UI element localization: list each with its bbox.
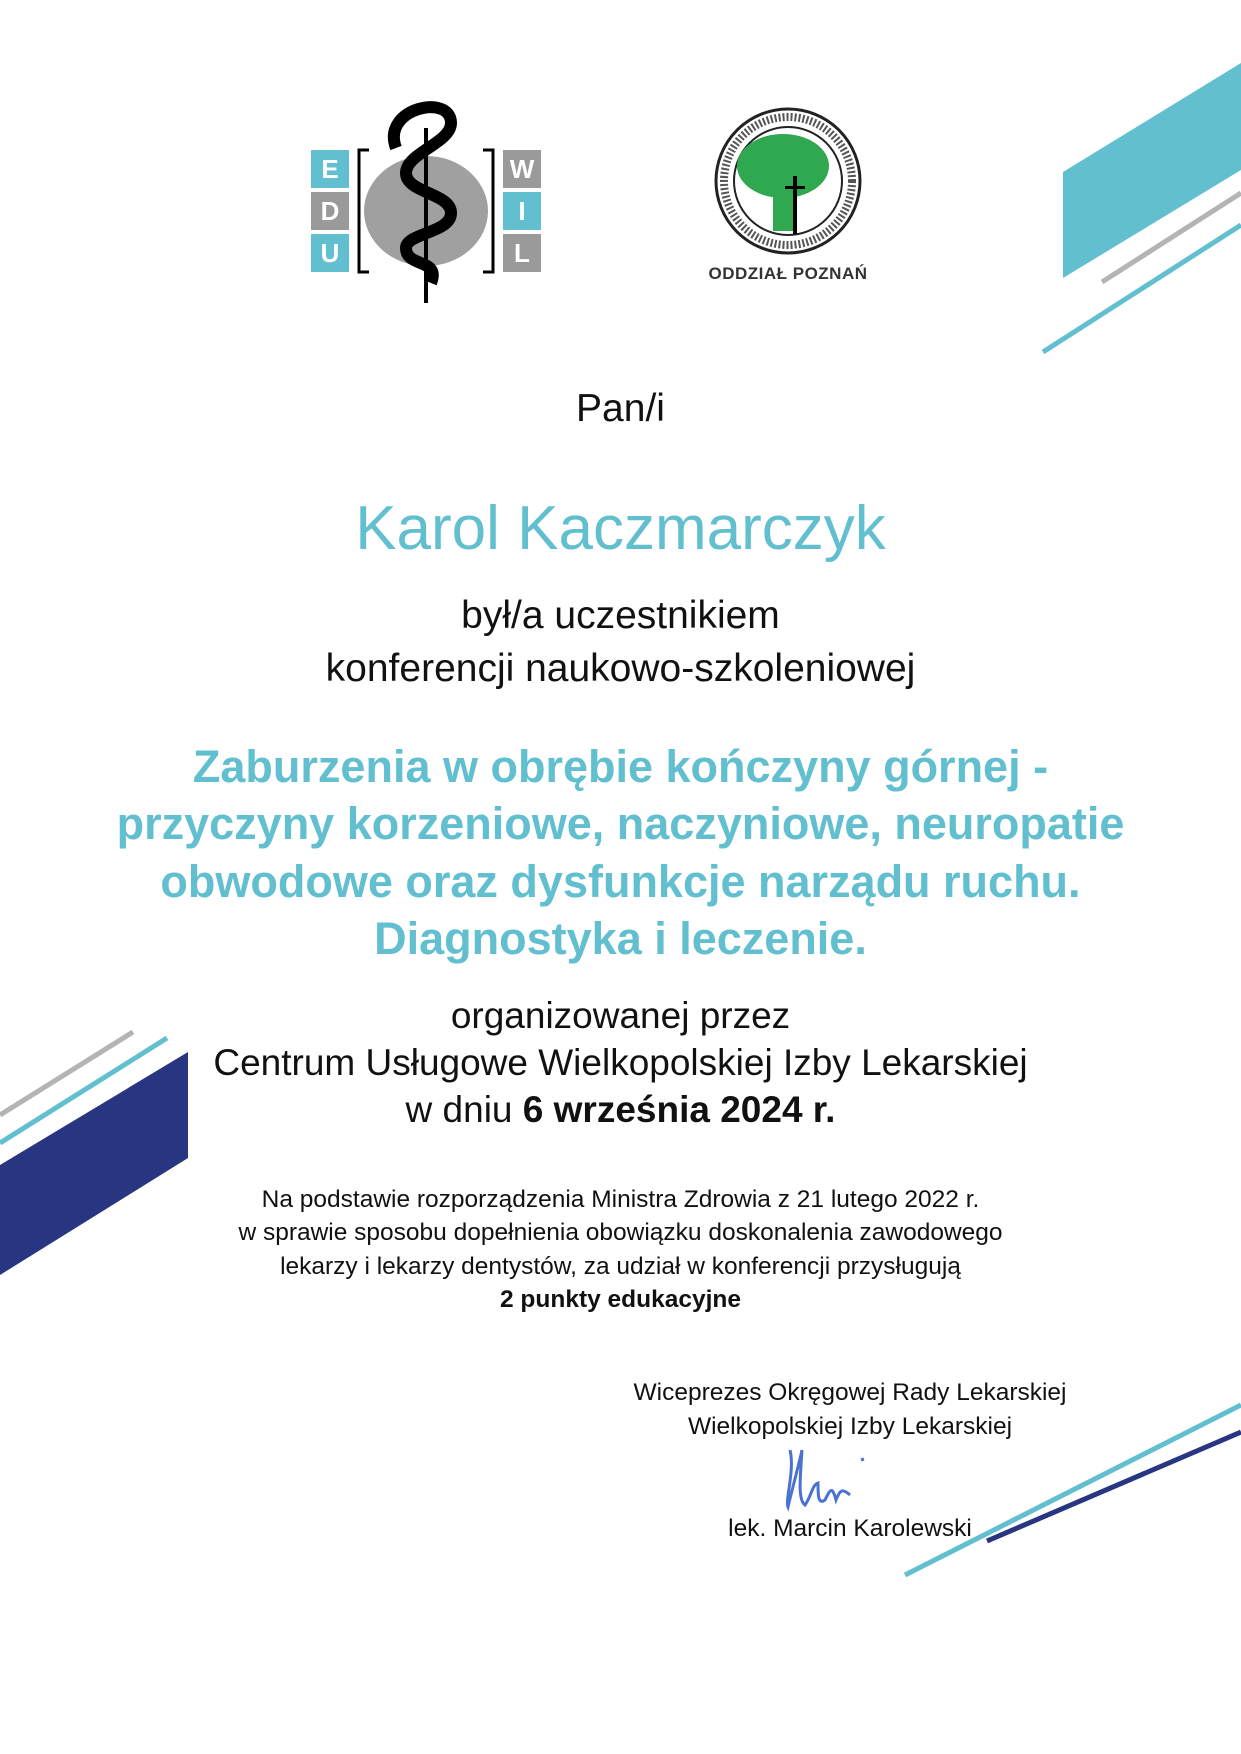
- legal-text-line: lekarzy i lekarzy dentystów, za udział w konferencji przysługują: [280, 1253, 961, 1280]
- signatory-title-2: Wielkopolskiej Izby Lekarskiej: [687, 1413, 1013, 1440]
- organizer: Centrum Usługowe Wielkopolskiej Izby Lekarskiej: [213, 1042, 1028, 1083]
- eduwil-letter: I: [518, 196, 526, 226]
- eduwil-logo: [311, 98, 541, 303]
- eduwil-letter: U: [320, 238, 340, 268]
- legal-text-line: Na podstawie rozporządzenia Ministra Zdrowia z 21 lutego 2022 r.: [261, 1186, 980, 1213]
- participant-name: Karol Kaczmarczyk: [355, 494, 886, 563]
- conference-title-line: obwodowe oraz dysfunkcje narządu ruchu.: [160, 856, 1081, 907]
- legal-text-line: w sprawie sposobu dopełnienia obowiązku doskonalenia zawodowego: [238, 1219, 1003, 1246]
- date-value: 6 września 2024 r.: [522, 1089, 836, 1130]
- seal-caption: ODDZIAŁ POZNAŃ: [708, 264, 868, 283]
- eduwil-letter: E: [321, 154, 339, 184]
- conference-title-line: przyczyny korzeniowe, naczyniowe, neuropatie: [116, 798, 1125, 849]
- conference-date: [0, 1089, 1241, 1131]
- participation-line-1: był/a uczestnikiem: [461, 594, 780, 637]
- eduwil-letter: D: [320, 196, 340, 226]
- eduwil-letter: L: [514, 238, 530, 268]
- signatory-title-1: Wiceprezes Okręgowej Rady Lekarskiej: [633, 1379, 1067, 1406]
- eduwil-letter: W: [509, 154, 535, 184]
- salutation: Pan/i: [576, 387, 665, 430]
- signatory-name: lek. Marcin Karolewski: [728, 1515, 972, 1542]
- date-prefix: w dniu: [405, 1089, 523, 1130]
- ortho-society-seal: [713, 106, 863, 256]
- participation-line-2: konferencji naukowo-szkoleniowej: [325, 647, 916, 690]
- stripe-top-right-block: [1063, 63, 1241, 278]
- education-points: 2 punkty edukacyjne: [499, 1286, 741, 1313]
- signature: [787, 1450, 863, 1507]
- organized-by-label: organizowanej przez: [450, 995, 791, 1036]
- conference-title-line: Diagnostyka i leczenie.: [374, 913, 867, 964]
- conference-title-line: Zaburzenia w obrębie kończyny górnej -: [192, 741, 1049, 792]
